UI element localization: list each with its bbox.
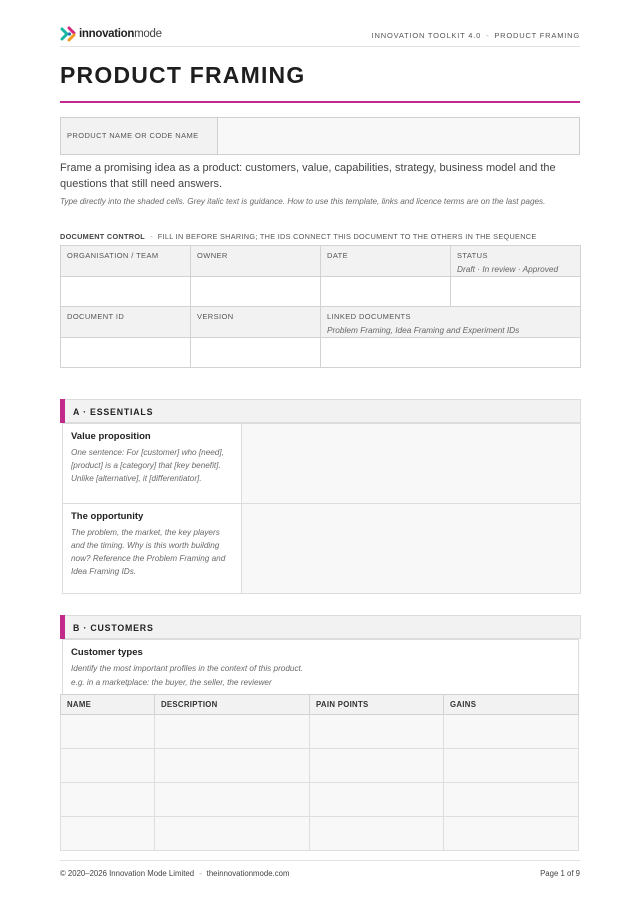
col-name-header: NAME: [61, 695, 155, 715]
customer-types-title: Customer types: [71, 647, 143, 658]
linked-documents-guide: Problem Framing, Idea Framing and Experiment IDs: [327, 325, 520, 335]
product-name-input[interactable]: [218, 118, 579, 154]
product-name-row: [60, 117, 580, 155]
name-cell[interactable]: [61, 817, 155, 851]
document-id-input[interactable]: [61, 338, 191, 368]
gains-cell[interactable]: [444, 817, 579, 851]
footer-copyright: © 2020–2026 Innovation Mode Limited: [60, 869, 195, 878]
description-cell[interactable]: [155, 749, 310, 783]
gains-cell[interactable]: [444, 715, 579, 749]
section-b-header: [60, 615, 581, 639]
document-control-heading: [60, 232, 537, 241]
value-proposition-row: [62, 423, 581, 504]
name-cell[interactable]: [61, 749, 155, 783]
org-team-input[interactable]: [61, 277, 191, 307]
name-cell[interactable]: [61, 715, 155, 749]
value-proposition-input[interactable]: [242, 424, 580, 503]
footer-copyright-line: [60, 869, 289, 878]
owner-input[interactable]: [191, 277, 321, 307]
page-number: Page 1 of 9: [540, 869, 580, 878]
table-row: [61, 715, 579, 749]
value-proposition-title: Value proposition: [71, 431, 151, 442]
col-description-header: DESCRIPTION: [155, 695, 310, 715]
customer-types-block: [62, 639, 579, 695]
header-breadcrumb: [372, 31, 580, 40]
status-label: STATUS Draft · In review · Approved: [451, 246, 581, 277]
pain-points-cell[interactable]: [310, 783, 444, 817]
date-input[interactable]: [321, 277, 451, 307]
description-cell[interactable]: [155, 715, 310, 749]
title-underline: [60, 101, 580, 103]
version-input[interactable]: [191, 338, 321, 368]
description-cell[interactable]: [155, 817, 310, 851]
col-pain-points-header: PAIN POINTS: [310, 695, 444, 715]
status-options: Draft · In review · Approved: [457, 264, 559, 274]
document-control-label: DOCUMENT CONTROL: [60, 232, 146, 241]
logo-mark-icon: [60, 26, 76, 42]
pain-points-cell[interactable]: [310, 749, 444, 783]
logo: [60, 24, 162, 44]
status-input[interactable]: [451, 277, 581, 307]
intro-text: Frame a promising idea as a product: customers, value, capabilities, strategy, business model and the questions that still need answers.: [60, 162, 556, 190]
section-a-title: A · ESSENTIALS: [73, 407, 154, 417]
col-gains-header: GAINS: [444, 695, 579, 715]
value-proposition-guide: One sentence: For [customer] who [need], [product] is a [category] that [key benefit]. Unlike [alternative], it [differentiator].: [71, 448, 224, 483]
header-divider: [60, 46, 580, 47]
customer-types-table: [60, 694, 579, 851]
opportunity-title: The opportunity: [71, 511, 144, 522]
version-label: VERSION: [191, 307, 321, 338]
document-control-separator: -: [150, 232, 153, 241]
page-title: PRODUCT FRAMING: [60, 62, 306, 88]
header-toolkit: INNOVATION TOOLKIT 4.0: [371, 31, 482, 40]
table-row: [61, 749, 579, 783]
gains-cell[interactable]: [444, 749, 579, 783]
guidance-text: Type directly into the shaded cells. Grey italic text is guidance. How to use this template, links and licence terms are on the last pages.: [60, 197, 546, 206]
opportunity-row: [62, 503, 581, 594]
footer-separator: -: [199, 869, 202, 878]
header-separator: -: [486, 31, 490, 40]
pain-points-cell[interactable]: [310, 817, 444, 851]
org-team-label: ORGANISATION / TEAM: [61, 246, 191, 277]
document-id-label: DOCUMENT ID: [61, 307, 191, 338]
date-label: DATE: [321, 246, 451, 277]
page-header: [60, 24, 580, 46]
table-row: [61, 783, 579, 817]
section-b-accent: [60, 615, 65, 639]
owner-label: OWNER: [191, 246, 321, 277]
customer-types-guide: Identify the most important profiles in the context of this product.: [71, 664, 304, 673]
linked-documents-input[interactable]: [321, 338, 581, 368]
value-proposition-label-cell: [63, 424, 242, 503]
section-a-accent: [60, 399, 65, 423]
opportunity-label-cell: [63, 504, 242, 593]
description-cell[interactable]: [155, 783, 310, 817]
table-row: [61, 817, 579, 851]
header-section: PRODUCT FRAMING: [494, 31, 580, 40]
footer-site-link[interactable]: theinnovationmode.com: [206, 869, 290, 878]
linked-documents-label: LINKED DOCUMENTS Problem Framing, Idea Framing and Experiment IDs: [321, 307, 581, 338]
product-name-label: PRODUCT NAME OR CODE NAME: [61, 118, 218, 154]
gains-cell[interactable]: [444, 783, 579, 817]
section-b-title: B · CUSTOMERS: [73, 623, 154, 633]
logo-wordmark: innovationmode: [79, 28, 162, 40]
opportunity-input[interactable]: [242, 504, 580, 593]
pain-points-cell[interactable]: [310, 715, 444, 749]
opportunity-guide: The problem, the market, the key players and the timing. Why is this worth building now? Reference the Problem Framing and Idea Framing IDs.: [71, 528, 226, 576]
document-control-note: FILL IN BEFORE SHARING; THE IDS CONNECT THIS DOCUMENT TO THE OTHERS IN THE SEQUENCE: [157, 232, 537, 241]
customer-types-example: e.g. in a marketplace: the buyer, the seller, the reviewer: [71, 678, 272, 687]
name-cell[interactable]: [61, 783, 155, 817]
section-a-header: [60, 399, 581, 423]
document-control-table: [60, 245, 581, 368]
footer-divider: [60, 860, 580, 861]
